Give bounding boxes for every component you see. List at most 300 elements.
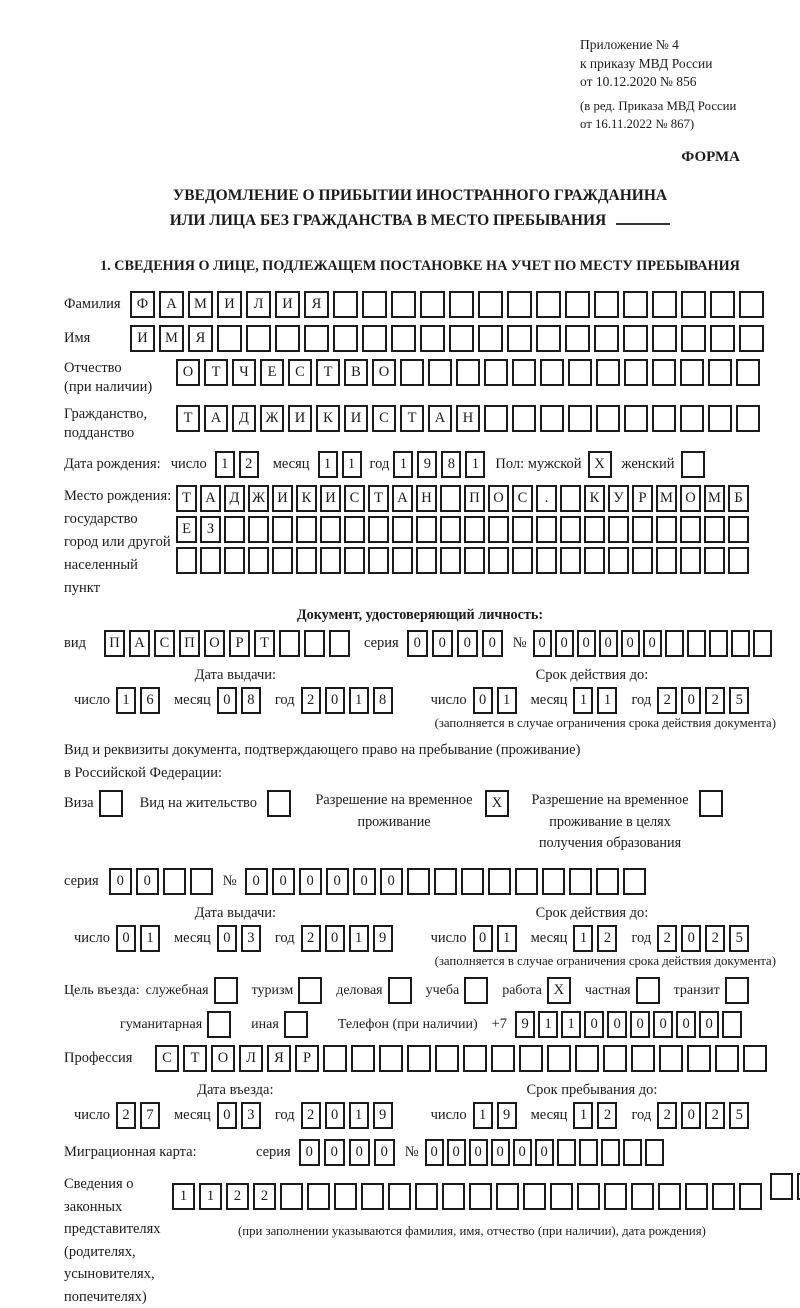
char-box[interactable]	[456, 359, 480, 386]
char-box[interactable]: 1	[473, 1102, 493, 1129]
char-box[interactable]	[569, 868, 592, 895]
char-box[interactable]: 0	[432, 630, 453, 657]
char-box[interactable]	[344, 547, 365, 574]
char-box[interactable]: 0	[584, 1011, 604, 1038]
char-box[interactable]	[731, 630, 750, 657]
char-box[interactable]: И	[288, 405, 312, 432]
char-box[interactable]	[323, 1045, 347, 1072]
char-box[interactable]: О	[204, 630, 225, 657]
char-box[interactable]	[388, 977, 412, 1004]
char-box[interactable]: 0	[599, 630, 618, 657]
char-box[interactable]	[632, 547, 653, 574]
char-box[interactable]: И	[130, 325, 155, 352]
char-box[interactable]: А	[200, 485, 221, 512]
char-box[interactable]	[512, 547, 533, 574]
char-box[interactable]	[488, 516, 509, 543]
char-box[interactable]: 2	[116, 1102, 136, 1129]
char-box[interactable]: 0	[217, 925, 237, 952]
char-box[interactable]	[715, 1045, 739, 1072]
char-box[interactable]	[560, 547, 581, 574]
char-box[interactable]: 0	[621, 630, 640, 657]
char-box[interactable]: 8	[241, 687, 261, 714]
char-box[interactable]	[512, 359, 536, 386]
char-box[interactable]: А	[392, 485, 413, 512]
char-box[interactable]: 1	[349, 925, 369, 952]
char-box[interactable]: Д	[224, 485, 245, 512]
char-box[interactable]	[659, 1045, 683, 1072]
char-box[interactable]: 5	[729, 687, 749, 714]
char-box[interactable]: 1	[349, 687, 369, 714]
char-box[interactable]: С	[154, 630, 175, 657]
char-box[interactable]: 0	[653, 1011, 673, 1038]
char-box[interactable]	[362, 325, 387, 352]
char-box[interactable]	[469, 1183, 492, 1210]
char-box[interactable]	[652, 405, 676, 432]
char-box[interactable]: О	[211, 1045, 235, 1072]
char-box[interactable]	[272, 547, 293, 574]
char-box[interactable]: 0	[643, 630, 662, 657]
char-box[interactable]: X	[588, 451, 612, 478]
char-box[interactable]	[699, 790, 723, 817]
char-box[interactable]	[392, 547, 413, 574]
char-box[interactable]	[416, 547, 437, 574]
char-box[interactable]	[596, 868, 619, 895]
char-box[interactable]	[190, 868, 213, 895]
char-box[interactable]	[624, 405, 648, 432]
char-box[interactable]	[334, 1183, 357, 1210]
char-box[interactable]	[710, 325, 735, 352]
char-box[interactable]: Л	[239, 1045, 263, 1072]
char-box[interactable]: 2	[705, 925, 725, 952]
char-box[interactable]	[596, 405, 620, 432]
char-box[interactable]: 2	[597, 925, 617, 952]
char-box[interactable]	[267, 790, 291, 817]
char-box[interactable]	[420, 291, 445, 318]
char-box[interactable]	[512, 405, 536, 432]
char-box[interactable]: 1	[538, 1011, 558, 1038]
char-box[interactable]: 1	[497, 925, 517, 952]
char-box[interactable]	[442, 1183, 465, 1210]
char-box[interactable]: 1	[561, 1011, 581, 1038]
char-box[interactable]: 8	[373, 687, 393, 714]
char-box[interactable]	[536, 547, 557, 574]
char-box[interactable]: Р	[229, 630, 250, 657]
char-box[interactable]	[656, 547, 677, 574]
char-box[interactable]	[304, 325, 329, 352]
char-box[interactable]	[623, 325, 648, 352]
char-box[interactable]	[415, 1183, 438, 1210]
char-box[interactable]: М	[704, 485, 725, 512]
char-box[interactable]: 0	[469, 1139, 488, 1166]
char-box[interactable]	[540, 359, 564, 386]
char-box[interactable]: 9	[497, 1102, 517, 1129]
char-box[interactable]	[656, 516, 677, 543]
char-box[interactable]	[603, 1045, 627, 1072]
char-box[interactable]: 8	[441, 451, 461, 478]
char-box[interactable]: 6	[140, 687, 160, 714]
char-box[interactable]	[329, 630, 350, 657]
char-box[interactable]	[550, 1183, 573, 1210]
char-box[interactable]: 0	[473, 687, 493, 714]
char-box[interactable]	[391, 291, 416, 318]
char-box[interactable]: 2	[239, 451, 259, 478]
char-box[interactable]: 9	[417, 451, 437, 478]
char-box[interactable]: 2	[301, 1102, 321, 1129]
char-box[interactable]	[420, 325, 445, 352]
char-box[interactable]: 1	[215, 451, 235, 478]
char-box[interactable]	[163, 868, 186, 895]
char-box[interactable]	[594, 325, 619, 352]
char-box[interactable]	[681, 451, 705, 478]
char-box[interactable]	[488, 868, 511, 895]
char-box[interactable]: К	[316, 405, 340, 432]
char-box[interactable]: 1	[140, 925, 160, 952]
char-box[interactable]	[176, 547, 197, 574]
char-box[interactable]: П	[179, 630, 200, 657]
char-box[interactable]: С	[372, 405, 396, 432]
char-box[interactable]: 2	[657, 925, 677, 952]
char-box[interactable]	[636, 977, 660, 1004]
char-box[interactable]: 0	[473, 925, 493, 952]
char-box[interactable]: 0	[681, 925, 701, 952]
char-box[interactable]	[507, 325, 532, 352]
char-box[interactable]	[728, 516, 749, 543]
char-box[interactable]: Ж	[260, 405, 284, 432]
char-box[interactable]: 0	[491, 1139, 510, 1166]
char-box[interactable]	[704, 516, 725, 543]
char-box[interactable]	[631, 1045, 655, 1072]
char-box[interactable]: 0	[513, 1139, 532, 1166]
char-box[interactable]	[704, 547, 725, 574]
char-box[interactable]	[547, 1045, 571, 1072]
char-box[interactable]	[594, 291, 619, 318]
char-box[interactable]	[680, 547, 701, 574]
char-box[interactable]	[652, 291, 677, 318]
char-box[interactable]: Р	[632, 485, 653, 512]
char-box[interactable]	[275, 325, 300, 352]
char-box[interactable]: С	[155, 1045, 179, 1072]
char-box[interactable]	[368, 516, 389, 543]
char-box[interactable]: 0	[349, 1139, 370, 1166]
char-box[interactable]	[712, 1183, 735, 1210]
char-box[interactable]	[709, 630, 728, 657]
char-box[interactable]	[449, 291, 474, 318]
char-box[interactable]: А	[159, 291, 184, 318]
char-box[interactable]: 2	[253, 1183, 276, 1210]
char-box[interactable]: 0	[353, 868, 376, 895]
char-box[interactable]	[491, 1045, 515, 1072]
char-box[interactable]: Б	[728, 485, 749, 512]
char-box[interactable]	[320, 547, 341, 574]
char-box[interactable]	[368, 547, 389, 574]
char-box[interactable]	[565, 325, 590, 352]
char-box[interactable]	[536, 325, 561, 352]
char-box[interactable]	[579, 1139, 598, 1166]
char-box[interactable]	[708, 359, 732, 386]
char-box[interactable]: 3	[241, 1102, 261, 1129]
char-box[interactable]	[484, 405, 508, 432]
char-box[interactable]	[687, 1045, 711, 1072]
char-box[interactable]	[407, 1045, 431, 1072]
char-box[interactable]: З	[200, 516, 221, 543]
char-box[interactable]	[272, 516, 293, 543]
char-box[interactable]: Я	[304, 291, 329, 318]
char-box[interactable]: 0	[681, 687, 701, 714]
char-box[interactable]	[207, 1011, 231, 1038]
char-box[interactable]: Н	[456, 405, 480, 432]
char-box[interactable]	[560, 516, 581, 543]
char-box[interactable]	[601, 1139, 620, 1166]
char-box[interactable]: 0	[407, 630, 428, 657]
char-box[interactable]: 1	[342, 451, 362, 478]
char-box[interactable]: А	[204, 405, 228, 432]
char-box[interactable]: К	[584, 485, 605, 512]
char-box[interactable]	[463, 1045, 487, 1072]
char-box[interactable]: 5	[729, 1102, 749, 1129]
char-box[interactable]: 0	[380, 868, 403, 895]
char-box[interactable]	[687, 630, 706, 657]
char-box[interactable]: Д	[232, 405, 256, 432]
char-box[interactable]	[736, 359, 760, 386]
char-box[interactable]	[224, 547, 245, 574]
char-box[interactable]	[584, 516, 605, 543]
char-box[interactable]: 2	[657, 1102, 677, 1129]
char-box[interactable]: О	[488, 485, 509, 512]
char-box[interactable]	[416, 516, 437, 543]
char-box[interactable]: 2	[301, 925, 321, 952]
char-box[interactable]	[307, 1183, 330, 1210]
char-box[interactable]	[681, 291, 706, 318]
char-box[interactable]: И	[275, 291, 300, 318]
char-box[interactable]: 1	[465, 451, 485, 478]
char-box[interactable]: 0	[136, 868, 159, 895]
char-box[interactable]	[284, 1011, 308, 1038]
char-box[interactable]	[478, 291, 503, 318]
char-box[interactable]	[99, 790, 123, 817]
char-box[interactable]: 0	[457, 630, 478, 657]
char-box[interactable]: 0	[447, 1139, 466, 1166]
char-box[interactable]	[608, 516, 629, 543]
char-box[interactable]: 1	[349, 1102, 369, 1129]
char-box[interactable]	[728, 547, 749, 574]
char-box[interactable]: Е	[176, 516, 197, 543]
char-box[interactable]	[536, 291, 561, 318]
char-box[interactable]: В	[344, 359, 368, 386]
char-box[interactable]: 0	[533, 630, 552, 657]
char-box[interactable]: 1	[199, 1183, 222, 1210]
char-box[interactable]	[464, 547, 485, 574]
char-box[interactable]	[449, 325, 474, 352]
char-box[interactable]: 0	[217, 687, 237, 714]
char-box[interactable]: 0	[116, 925, 136, 952]
char-box[interactable]: 1	[573, 925, 593, 952]
char-box[interactable]	[507, 291, 532, 318]
char-box[interactable]: И	[320, 485, 341, 512]
char-box[interactable]	[248, 547, 269, 574]
char-box[interactable]: 0	[535, 1139, 554, 1166]
char-box[interactable]: 0	[577, 630, 596, 657]
char-box[interactable]	[333, 291, 358, 318]
char-box[interactable]: 0	[217, 1102, 237, 1129]
char-box[interactable]: 0	[325, 687, 345, 714]
char-box[interactable]	[743, 1045, 767, 1072]
char-box[interactable]: 1	[573, 687, 593, 714]
char-box[interactable]	[523, 1183, 546, 1210]
char-box[interactable]	[680, 405, 704, 432]
char-box[interactable]	[515, 868, 538, 895]
char-box[interactable]: 0	[374, 1139, 395, 1166]
char-box[interactable]: Т	[368, 485, 389, 512]
char-box[interactable]: 9	[373, 925, 393, 952]
char-box[interactable]: М	[656, 485, 677, 512]
char-box[interactable]	[496, 1183, 519, 1210]
char-box[interactable]	[652, 359, 676, 386]
char-box[interactable]: О	[372, 359, 396, 386]
char-box[interactable]	[624, 359, 648, 386]
char-box[interactable]: 0	[299, 868, 322, 895]
char-box[interactable]	[680, 359, 704, 386]
char-box[interactable]	[568, 405, 592, 432]
char-box[interactable]: .	[536, 485, 557, 512]
char-box[interactable]: С	[288, 359, 312, 386]
char-box[interactable]: А	[428, 405, 452, 432]
char-box[interactable]	[388, 1183, 411, 1210]
char-box[interactable]	[658, 1183, 681, 1210]
char-box[interactable]	[217, 325, 242, 352]
char-box[interactable]: И	[272, 485, 293, 512]
char-box[interactable]	[391, 325, 416, 352]
char-box[interactable]: 0	[699, 1011, 719, 1038]
char-box[interactable]: 0	[425, 1139, 444, 1166]
char-box[interactable]: Т	[204, 359, 228, 386]
char-box[interactable]: 1	[172, 1183, 195, 1210]
char-box[interactable]	[596, 359, 620, 386]
char-box[interactable]	[542, 868, 565, 895]
char-box[interactable]: 0	[607, 1011, 627, 1038]
char-box[interactable]: Я	[188, 325, 213, 352]
char-box[interactable]: 0	[482, 630, 503, 657]
char-box[interactable]	[536, 516, 557, 543]
char-box[interactable]	[224, 516, 245, 543]
char-box[interactable]: С	[512, 485, 533, 512]
char-box[interactable]: 3	[241, 925, 261, 952]
char-box[interactable]	[379, 1045, 403, 1072]
char-box[interactable]	[304, 630, 325, 657]
char-box[interactable]	[333, 325, 358, 352]
char-box[interactable]	[464, 516, 485, 543]
char-box[interactable]	[584, 547, 605, 574]
char-box[interactable]	[362, 291, 387, 318]
char-box[interactable]: 2	[705, 1102, 725, 1129]
char-box[interactable]	[797, 1173, 800, 1200]
char-box[interactable]: С	[344, 485, 365, 512]
char-box[interactable]	[320, 516, 341, 543]
char-box[interactable]: О	[176, 359, 200, 386]
char-box[interactable]	[739, 291, 764, 318]
char-box[interactable]: П	[104, 630, 125, 657]
char-box[interactable]	[351, 1045, 375, 1072]
char-box[interactable]: Т	[183, 1045, 207, 1072]
char-box[interactable]	[488, 547, 509, 574]
char-box[interactable]: 0	[555, 630, 574, 657]
char-box[interactable]: 0	[324, 1139, 345, 1166]
char-box[interactable]: 0	[681, 1102, 701, 1129]
char-box[interactable]: К	[296, 485, 317, 512]
char-box[interactable]	[296, 547, 317, 574]
char-box[interactable]: X	[485, 790, 509, 817]
char-box[interactable]	[722, 1011, 742, 1038]
char-box[interactable]	[440, 547, 461, 574]
char-box[interactable]	[568, 359, 592, 386]
char-box[interactable]: Т	[176, 485, 197, 512]
char-box[interactable]: 2	[226, 1183, 249, 1210]
char-box[interactable]	[440, 516, 461, 543]
char-box[interactable]	[344, 516, 365, 543]
char-box[interactable]: Е	[260, 359, 284, 386]
char-box[interactable]	[604, 1183, 627, 1210]
char-box[interactable]	[623, 1139, 642, 1166]
char-box[interactable]	[428, 359, 452, 386]
char-box[interactable]	[645, 1139, 664, 1166]
char-box[interactable]	[575, 1045, 599, 1072]
char-box[interactable]	[440, 485, 461, 512]
char-box[interactable]: Т	[176, 405, 200, 432]
char-box[interactable]	[623, 868, 646, 895]
char-box[interactable]	[739, 1183, 762, 1210]
char-box[interactable]: 2	[657, 687, 677, 714]
char-box[interactable]: 1	[116, 687, 136, 714]
char-box[interactable]	[279, 630, 300, 657]
char-box[interactable]	[434, 868, 457, 895]
char-box[interactable]: 2	[597, 1102, 617, 1129]
char-box[interactable]: 1	[393, 451, 413, 478]
char-box[interactable]: 1	[597, 687, 617, 714]
char-box[interactable]: Л	[246, 291, 271, 318]
char-box[interactable]	[652, 325, 677, 352]
char-box[interactable]	[560, 485, 581, 512]
char-box[interactable]	[557, 1139, 576, 1166]
char-box[interactable]: И	[217, 291, 242, 318]
char-box[interactable]: 0	[109, 868, 132, 895]
char-box[interactable]: И	[344, 405, 368, 432]
char-box[interactable]	[623, 291, 648, 318]
char-box[interactable]	[435, 1045, 459, 1072]
char-box[interactable]	[708, 405, 732, 432]
char-box[interactable]	[361, 1183, 384, 1210]
char-box[interactable]: Т	[254, 630, 275, 657]
char-box[interactable]	[608, 547, 629, 574]
char-box[interactable]	[296, 516, 317, 543]
char-box[interactable]	[280, 1183, 303, 1210]
char-box[interactable]	[214, 977, 238, 1004]
char-box[interactable]: П	[464, 485, 485, 512]
char-box[interactable]	[770, 1173, 793, 1200]
char-box[interactable]	[407, 868, 430, 895]
char-box[interactable]: 0	[630, 1011, 650, 1038]
char-box[interactable]: А	[129, 630, 150, 657]
char-box[interactable]: 5	[729, 925, 749, 952]
char-box[interactable]	[461, 868, 484, 895]
char-box[interactable]	[540, 405, 564, 432]
char-box[interactable]	[464, 977, 488, 1004]
char-box[interactable]: 0	[245, 868, 268, 895]
char-box[interactable]: О	[680, 485, 701, 512]
char-box[interactable]: Ж	[248, 485, 269, 512]
char-box[interactable]: Н	[416, 485, 437, 512]
char-box[interactable]	[200, 547, 221, 574]
char-box[interactable]	[400, 359, 424, 386]
char-box[interactable]: 0	[676, 1011, 696, 1038]
